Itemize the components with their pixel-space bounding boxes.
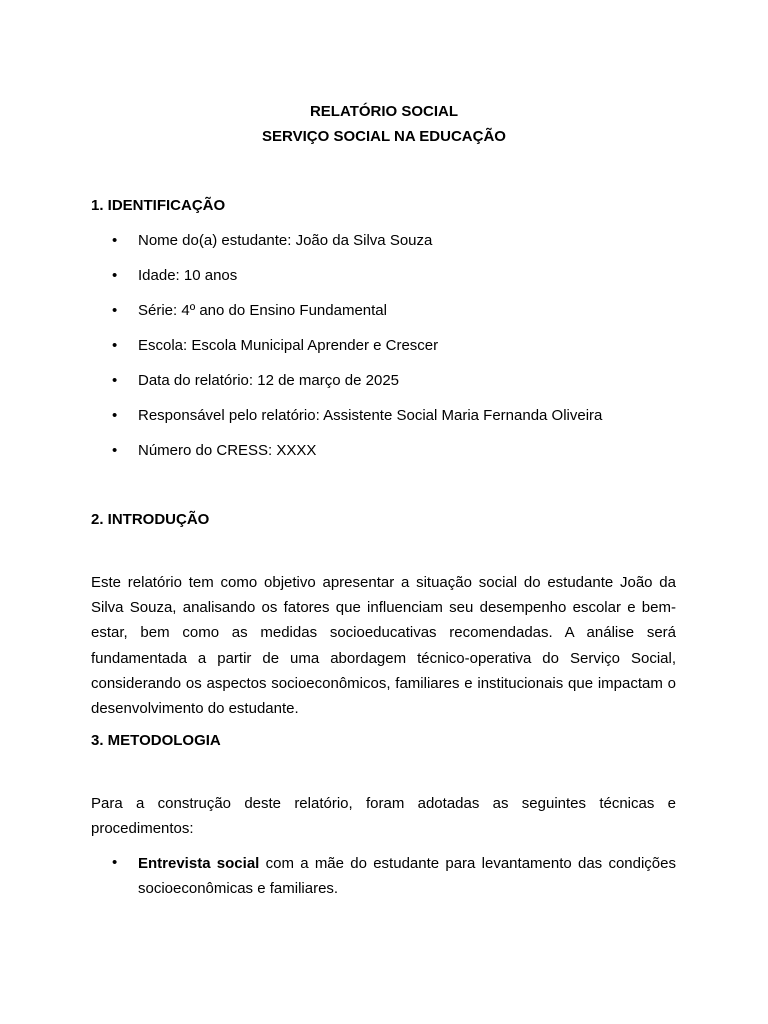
- section-heading-identificacao: 1. IDENTIFICAÇÃO: [91, 197, 226, 214]
- list-item-text: Escola: Escola Municipal Aprender e Crescer: [138, 337, 439, 354]
- list-item-text: Série: 4º ano do Ensino Fundamental: [138, 302, 387, 319]
- list-item-text: Data do relatório: 12 de março de 2025: [138, 372, 399, 389]
- list-item-text: Responsável pelo relatório: Assistente Social Maria Fernanda Oliveira: [138, 407, 603, 424]
- bullet-icon: •: [112, 267, 118, 284]
- list-item-text: Nome do(a) estudante: João da Silva Souza: [138, 232, 433, 249]
- bullet-icon: •: [112, 854, 118, 871]
- bullet-icon: •: [112, 372, 118, 389]
- identification-list: [0, 231, 768, 476]
- section-heading-metodologia: 3. METODOLOGIA: [91, 732, 221, 749]
- document-subtitle: SERVIÇO SOCIAL NA EDUCAÇÃO: [262, 128, 506, 145]
- list-item-text: Idade: 10 anos: [138, 267, 238, 284]
- list-item-text: Número do CRESS: XXXX: [138, 442, 317, 459]
- list-item: [0, 301, 768, 336]
- list-item: [0, 371, 768, 406]
- bullet-icon: •: [112, 442, 118, 459]
- list-item: [0, 266, 768, 301]
- list-item-text: [138, 851, 676, 901]
- introduction-paragraph: Este relatório tem como objetivo apresentar a situação social do estudante João da Silva Souza, analisando os fatores que influenciam seu desempenho escolar e bem-estar, bem como as medidas socioeducativas recomendadas. A análise será fundamentada a partir de uma abordagem técnico-operativa do Serviço Social, considerando os aspectos socioeconômicos, familiares e institucionais que impactam o desenvolvimento do estudante.: [91, 574, 676, 718]
- section-heading-introducao: 2. INTRODUÇÃO: [91, 511, 210, 528]
- bullet-icon: •: [112, 232, 118, 249]
- list-item: [0, 231, 768, 266]
- bullet-icon: •: [112, 407, 118, 424]
- list-item: [0, 441, 768, 476]
- list-item-bold-label: Entrevista social: [138, 855, 260, 872]
- list-item-description: com a mãe do estudante para levantamento das condições socioeconômicas e familiares.: [138, 855, 676, 898]
- list-item: [0, 336, 768, 371]
- list-item: [0, 406, 768, 441]
- bullet-icon: •: [112, 337, 118, 354]
- methodology-paragraph: Para a construção deste relatório, foram adotadas as seguintes técnicas e procedimentos:: [91, 795, 676, 838]
- document-title: RELATÓRIO SOCIAL: [309, 103, 459, 120]
- bullet-icon: •: [112, 302, 118, 319]
